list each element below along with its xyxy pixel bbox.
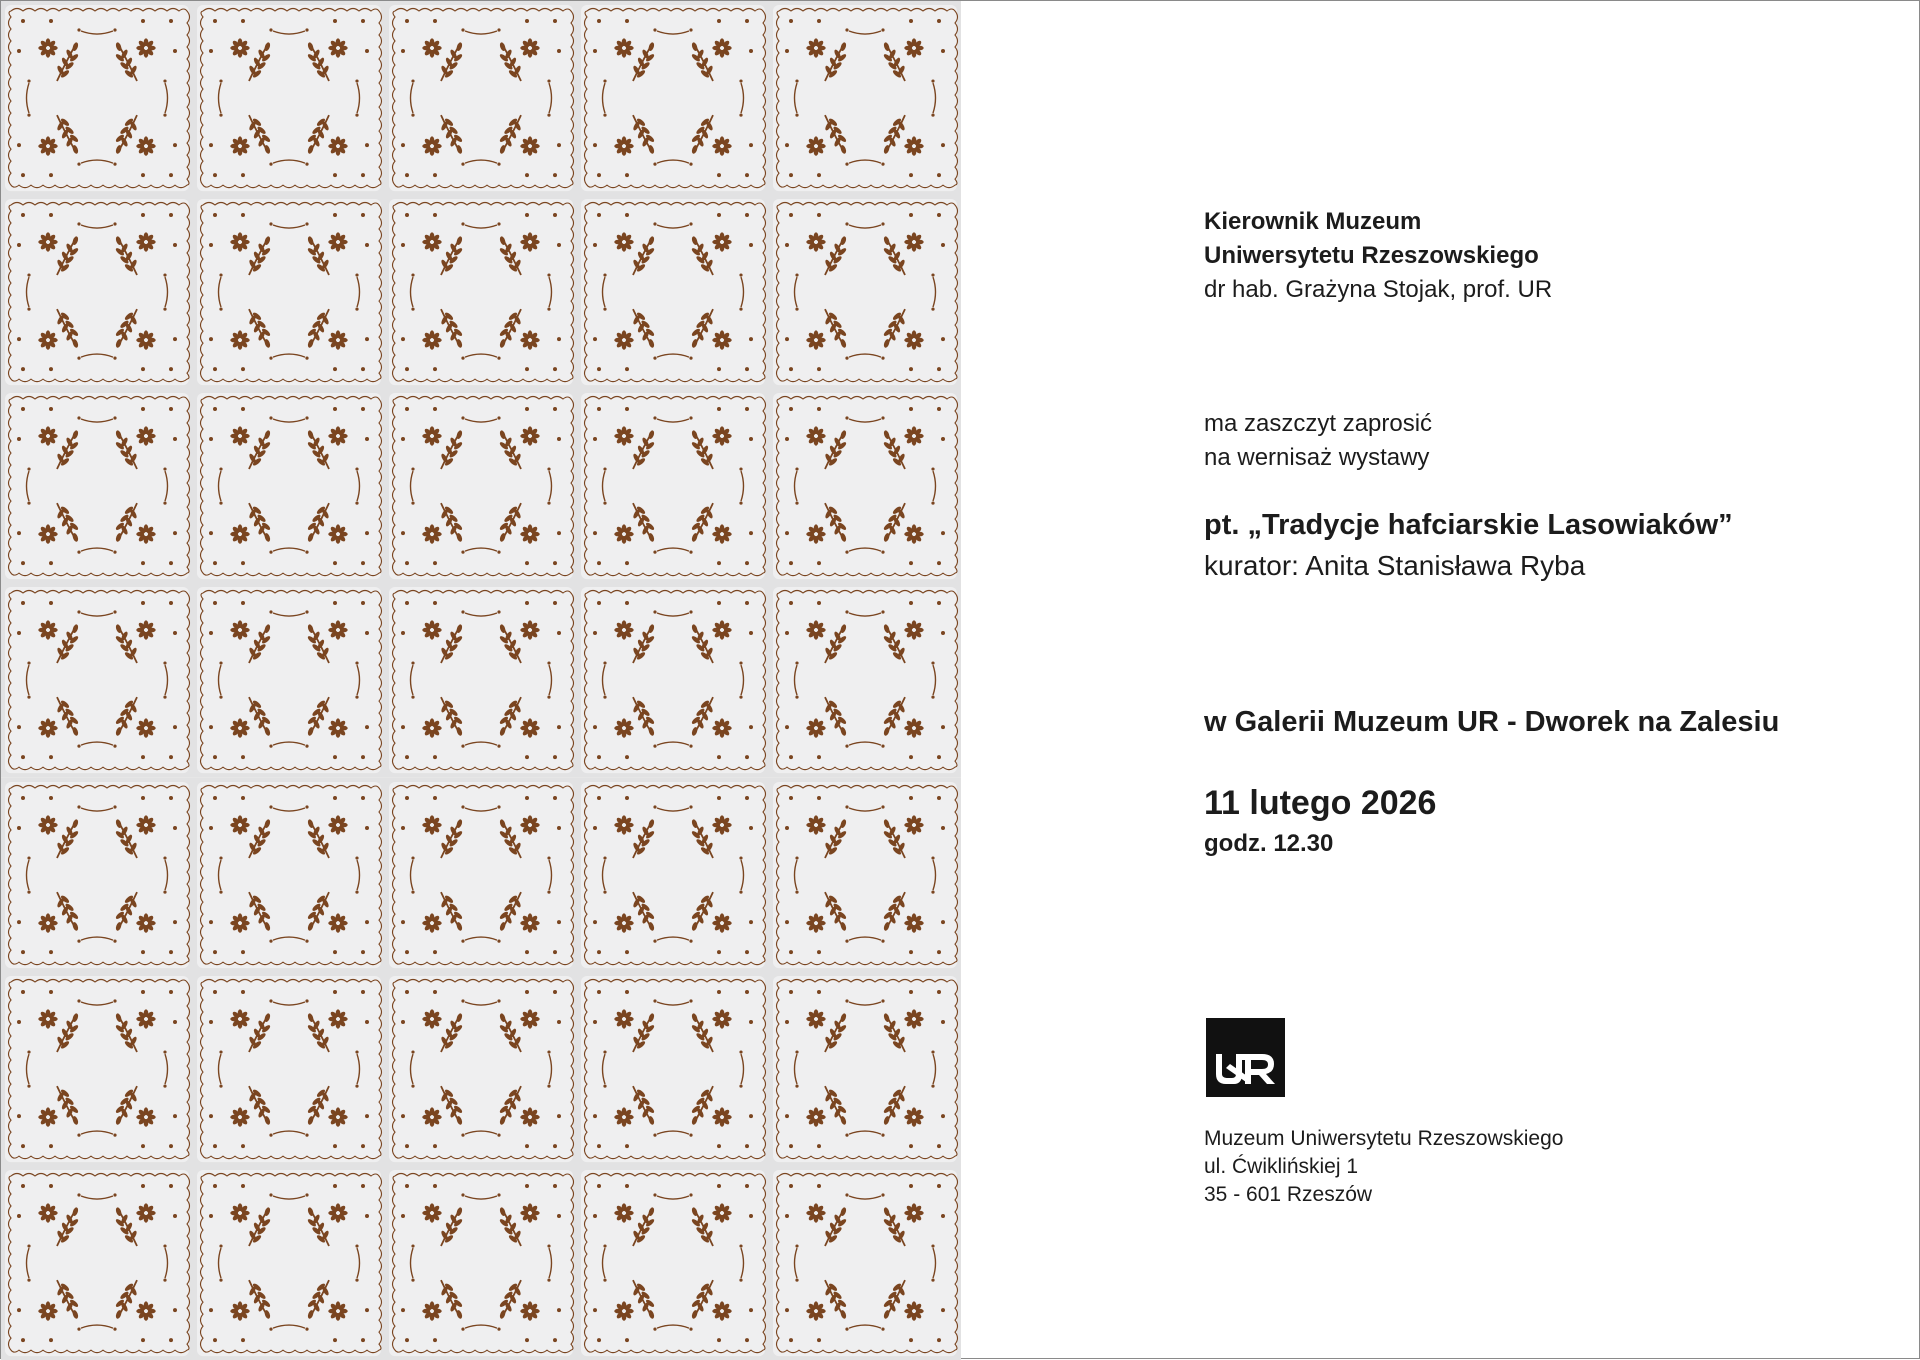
ur-logo <box>1206 1018 1285 1097</box>
embroidered-napkin-tile <box>577 389 769 583</box>
embroidered-napkin-tile <box>1 1166 193 1360</box>
embroidered-napkin-tile <box>193 972 385 1166</box>
embroidered-napkin-tile <box>1 389 193 583</box>
embroidered-napkin-tile <box>193 389 385 583</box>
embroidery-pattern-image <box>1 1 961 1360</box>
host-institution: Uniwersytetu Rzeszowskiego <box>1204 242 1539 269</box>
embroidered-napkin-tile <box>1 1 193 195</box>
exhibition-title: pt. „Tradycje hafciarskie Lasowiaków” <box>1204 509 1733 541</box>
embroidered-napkin-tile <box>1 972 193 1166</box>
embroidered-napkin-tile <box>193 1 385 195</box>
invitation-block <box>1204 407 1432 475</box>
event-date: 11 lutego 2026 <box>1204 784 1437 822</box>
embroidered-napkin-tile <box>385 1166 577 1360</box>
host-block <box>1204 205 1552 307</box>
embroidered-napkin-tile <box>1 583 193 777</box>
embroidered-napkin-tile <box>193 1166 385 1360</box>
invitation-line-2: na wernisaż wystawy <box>1204 444 1430 471</box>
embroidered-napkin-tile <box>769 778 961 972</box>
embroidered-napkin-tile <box>385 389 577 583</box>
embroidered-napkin-tile <box>577 583 769 777</box>
embroidered-napkin-tile <box>769 1166 961 1360</box>
embroidered-napkin-tile <box>385 583 577 777</box>
exhibition-curator: kurator: Anita Stanisława Ryba <box>1204 550 1586 581</box>
host-title: Kierownik Muzeum <box>1204 208 1422 235</box>
embroidered-napkin-tile <box>385 972 577 1166</box>
embroidered-napkin-tile <box>385 195 577 389</box>
embroidered-napkin-tile <box>769 195 961 389</box>
host-name: dr hab. Grażyna Stojak, prof. UR <box>1204 276 1553 303</box>
embroidered-napkin-tile <box>769 389 961 583</box>
embroidered-napkin-tile <box>577 778 769 972</box>
address-street: ul. Ćwiklińskiej 1 <box>1204 1155 1359 1178</box>
embroidered-napkin-tile <box>769 972 961 1166</box>
address-block <box>1204 1125 1563 1209</box>
address-museum: Muzeum Uniwersytetu Rzeszowskiego <box>1204 1127 1564 1150</box>
embroidered-napkin-tile <box>577 195 769 389</box>
embroidered-napkin-tile <box>193 778 385 972</box>
embroidered-napkin-tile <box>1 778 193 972</box>
embroidered-napkin-tile <box>769 1 961 195</box>
embroidered-napkin-tile <box>193 195 385 389</box>
embroidered-napkin-tile <box>769 583 961 777</box>
embroidered-napkin-tile <box>577 972 769 1166</box>
embroidered-napkin-tile <box>385 778 577 972</box>
venue: w Galerii Muzeum UR - Dworek na Zalesiu <box>1204 706 1780 738</box>
embroidered-napkin-tile <box>1 195 193 389</box>
event-time: godz. 12.30 <box>1204 830 1334 857</box>
invitation-line-1: ma zaszczyt zaprosić <box>1204 410 1433 437</box>
embroidered-napkin-tile <box>193 583 385 777</box>
embroidered-napkin-tile <box>577 1166 769 1360</box>
embroidered-napkin-tile <box>385 1 577 195</box>
address-city: 35 - 601 Rzeszów <box>1204 1183 1373 1206</box>
embroidered-napkin-tile <box>577 1 769 195</box>
